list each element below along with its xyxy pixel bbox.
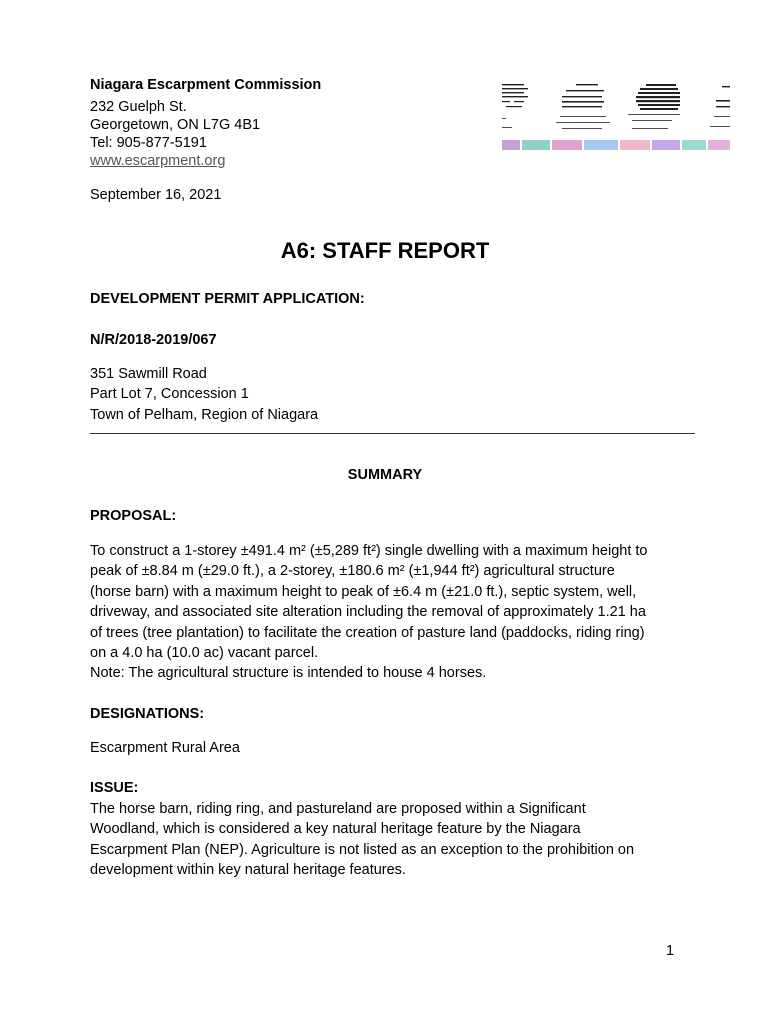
issue-heading: ISSUE: [90,780,139,796]
summary-heading: SUMMARY [347,467,423,483]
page-number: 1 [666,943,675,959]
location-line: Town of Pelham, Region of Niagara [90,406,319,423]
designations-value: Escarpment Rural Area [90,740,240,756]
commission-logo-icon [500,82,732,156]
divider [90,433,695,434]
issue-line: The horse barn, riding ring, and pastureland are proposed within a Significant [90,801,586,817]
report-date: September 16, 2021 [90,187,222,203]
proposal-line: (horse barn) with a maximum height to peak of ±6.4 m (±21.0 ft.), septic system, well, [90,583,637,600]
organization-name: Niagara Escarpment Commission [90,77,322,93]
issue-text [90,799,690,881]
proposal-line: driveway, and associated site alteration including the removal of approximately 1.21 ha [90,604,646,621]
proposal-line: on a 4.0 ha (10.0 ac) vacant parcel. [90,645,319,662]
application-heading: DEVELOPMENT PERMIT APPLICATION: [90,291,365,307]
proposal-note: Note: The agricultural structure is intended to house 4 horses. [90,665,487,682]
organization-address [90,98,260,170]
location-line: 351 Sawmill Road [90,366,207,382]
proposal-heading: PROPOSAL: [90,508,177,524]
report-title: A6: STAFF REPORT [280,238,490,263]
address-phone: Tel: 905-877-5191 [90,135,207,151]
proposal-text [90,541,690,684]
location-block [90,364,690,425]
address-city: Georgetown, ON L7G 4B1 [90,117,261,133]
location-line: Part Lot 7, Concession 1 [90,386,249,403]
proposal-line: peak of ±8.84 m (±29.0 ft.), a 2-storey, ±180.6 m² (±1,944 ft²) agricultural structure [90,563,615,580]
proposal-line: of trees (tree plantation) to facilitate the creation of pasture land (paddocks, riding ring) [90,624,645,641]
issue-line: Woodland, which is considered a key natural heritage feature by the Niagara [90,821,581,838]
issue-line: Escarpment Plan (NEP). Agriculture is not listed as an exception to the prohibition on [90,841,635,858]
proposal-line: To construct a 1-storey ±491.4 m² (±5,289 ft²) single dwelling with a maximum height to [90,543,648,559]
designations-heading: DESIGNATIONS: [90,706,205,722]
website-link[interactable]: www.escarpment.org [90,153,226,169]
file-number: N/R/2018-2019/067 [90,332,217,348]
issue-line: development within key natural heritage features. [90,862,406,879]
address-street: 232 Guelph St. [90,99,187,115]
